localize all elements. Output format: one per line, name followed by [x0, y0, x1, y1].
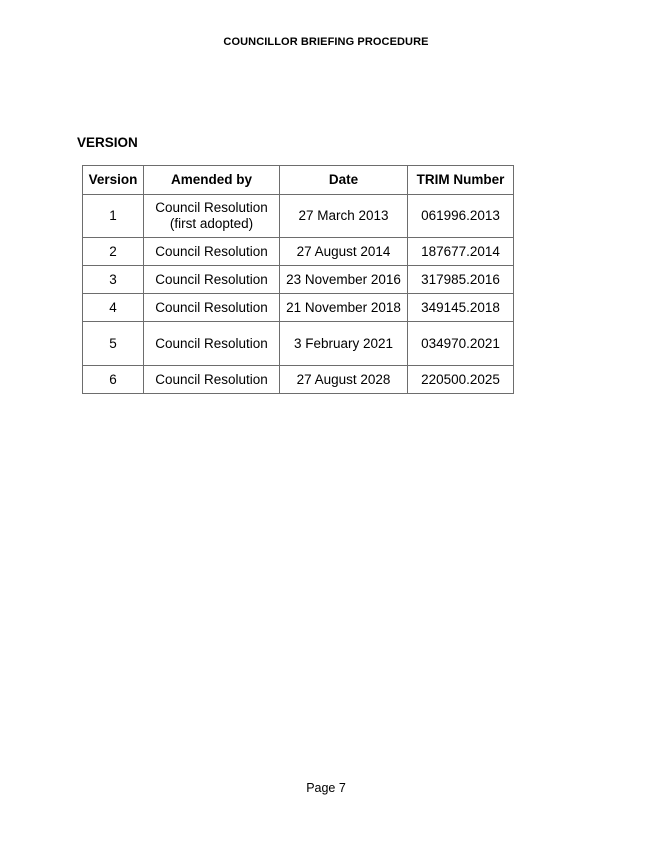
amended-by-cell: Council Resolution	[144, 238, 280, 266]
section-title: VERSION	[77, 135, 138, 150]
date-cell: 21 November 2018	[280, 294, 408, 322]
version-cell: 2	[83, 238, 144, 266]
trim-cell: 061996.2013	[408, 195, 514, 238]
trim-cell: 187677.2014	[408, 238, 514, 266]
table-row	[83, 294, 514, 322]
trim-cell: 317985.2016	[408, 266, 514, 294]
column-header-version: Version	[83, 166, 144, 195]
date-cell: 27 March 2013	[280, 195, 408, 238]
amended-by-cell: Council Resolution	[144, 366, 280, 394]
page-header: COUNCILLOR BRIEFING PROCEDURE	[223, 36, 429, 48]
amended-by-cell: Council Resolution	[144, 266, 280, 294]
amended-by-line: Council Resolution	[155, 200, 268, 215]
version-table	[82, 165, 514, 394]
date-cell: 27 August 2014	[280, 238, 408, 266]
version-cell: 3	[83, 266, 144, 294]
page-number: Page 7	[306, 781, 346, 795]
date-cell: 27 August 2028	[280, 366, 408, 394]
version-cell: 6	[83, 366, 144, 394]
table-row	[83, 322, 514, 366]
version-cell: 4	[83, 294, 144, 322]
column-header-trim-number: TRIM Number	[408, 166, 514, 195]
amended-by-line: (first adopted)	[169, 216, 254, 231]
amended-by-cell: Council Resolution	[144, 294, 280, 322]
column-header-date: Date	[280, 166, 408, 195]
amended-by-cell	[144, 195, 280, 238]
amended-by-cell: Council Resolution	[144, 322, 280, 366]
trim-cell: 349145.2018	[408, 294, 514, 322]
trim-cell: 220500.2025	[408, 366, 514, 394]
table-header-row	[83, 166, 514, 195]
date-cell: 3 February 2021	[280, 322, 408, 366]
date-cell: 23 November 2016	[280, 266, 408, 294]
table-row	[83, 238, 514, 266]
table-row	[83, 195, 514, 238]
table-row	[83, 266, 514, 294]
version-cell: 1	[83, 195, 144, 238]
trim-cell: 034970.2021	[408, 322, 514, 366]
column-header-amended-by: Amended by	[144, 166, 280, 195]
version-cell: 5	[83, 322, 144, 366]
table-row	[83, 366, 514, 394]
